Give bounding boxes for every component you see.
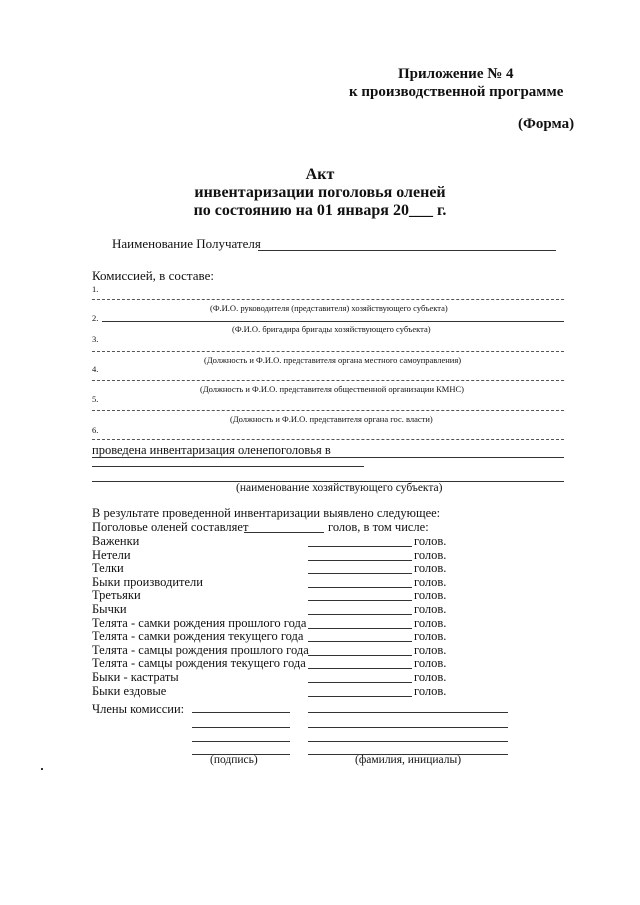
inventory-done-text: проведена инвентаризация оленепоголовья в xyxy=(92,443,331,457)
entity-caption: (наименование хозяйствующего субъекта) xyxy=(236,482,443,494)
livestock-category-label: Быки - кастраты xyxy=(92,670,179,684)
member-caption: (Должность и Ф.И.О. представителя органа гос. власти) xyxy=(230,414,433,424)
signature-field-2[interactable] xyxy=(192,727,290,728)
doc-title-line2: инвентаризации поголовья оленей xyxy=(194,184,446,201)
livestock-category-label: Телята - самки рождения прошлого года xyxy=(92,615,307,630)
member-caption: (Ф.И.О. руководителя (представителя) хозяйствующего субъекта) xyxy=(210,303,448,313)
member-number: 3. xyxy=(92,334,99,344)
livestock-count-field[interactable] xyxy=(308,641,412,642)
livestock-category-label: Телята - самки рождения текущего года xyxy=(92,629,304,644)
livestock-category-label: Телки xyxy=(92,561,124,576)
livestock-unit: голов. xyxy=(414,602,447,616)
livestock-unit: голов. xyxy=(414,615,447,630)
scan-speck xyxy=(41,768,43,770)
livestock-category-label: Бычки xyxy=(92,602,127,616)
livestock-count-field[interactable] xyxy=(308,682,412,683)
livestock-unit: голов. xyxy=(414,588,447,603)
livestock-unit: голов. xyxy=(414,656,447,671)
member-number: 1. xyxy=(92,284,99,294)
recipient-field[interactable] xyxy=(258,250,556,251)
livestock-count-field[interactable] xyxy=(308,600,412,601)
inventory-field-line2[interactable] xyxy=(92,466,364,467)
result-intro: В результате проведенной инвентаризации выявлено следующее: xyxy=(92,506,441,520)
total-prefix: Поголовье оленей составляет xyxy=(92,520,249,534)
livestock-category-label: Быки ездовые xyxy=(92,683,167,698)
signature-field-1[interactable] xyxy=(192,712,290,713)
doc-title: Акт xyxy=(305,166,335,183)
livestock-unit: голов. xyxy=(414,534,447,548)
livestock-count-field[interactable] xyxy=(308,546,412,547)
livestock-category-label: Нетели xyxy=(92,547,131,562)
member-field[interactable] xyxy=(92,351,564,352)
livestock-count-field[interactable] xyxy=(308,560,412,561)
livestock-category-label: Быки производители xyxy=(92,574,203,589)
name-field-1[interactable] xyxy=(308,712,508,713)
commission-members-label: Члены комиссии: xyxy=(92,702,185,716)
livestock-unit: голов. xyxy=(414,547,447,562)
name-field-3[interactable] xyxy=(308,741,508,742)
total-field[interactable] xyxy=(244,532,324,533)
livestock-category-label: Телята - самцы рождения прошлого года xyxy=(92,642,309,657)
name-caption: (фамилия, инициалы) xyxy=(355,754,462,766)
livestock-unit: голов. xyxy=(414,574,447,589)
livestock-count-field[interactable] xyxy=(308,696,412,697)
livestock-count-field[interactable] xyxy=(308,668,412,669)
total-suffix: голов, в том числе: xyxy=(328,520,429,534)
recipient-label: Наименование Получателя xyxy=(112,236,261,251)
member-number: 5. xyxy=(92,394,99,404)
commission-label: Комиссией, в составе: xyxy=(92,268,214,283)
member-number: 6. xyxy=(92,425,99,435)
inventory-field-line1[interactable] xyxy=(92,457,564,458)
member-field[interactable] xyxy=(92,410,564,411)
doc-title-line3: по состоянию на 01 января 20___ г. xyxy=(193,202,447,219)
livestock-category-label: Третьяки xyxy=(92,588,141,603)
member-number: 2. xyxy=(92,313,99,323)
livestock-count-field[interactable] xyxy=(308,628,412,629)
member-caption: (Должность и Ф.И.О. представителя органа местного самоуправления) xyxy=(204,355,462,365)
signature-caption: (подпись) xyxy=(210,754,258,766)
livestock-count-field[interactable] xyxy=(308,614,412,615)
member-caption: (Ф.И.О. бригадира бригады хозяйствующего субъекта) xyxy=(232,324,431,334)
member-field[interactable] xyxy=(92,299,564,300)
livestock-count-field[interactable] xyxy=(308,655,412,656)
name-field-2[interactable] xyxy=(308,727,508,728)
livestock-count-field[interactable] xyxy=(308,573,412,574)
livestock-unit: голов. xyxy=(414,561,447,576)
livestock-unit: голов. xyxy=(414,629,447,644)
livestock-unit: голов. xyxy=(414,683,447,698)
livestock-category-label: Важенки xyxy=(92,534,140,548)
appendix-subtitle: к производственной программе xyxy=(349,84,564,100)
member-field[interactable] xyxy=(92,380,564,381)
member-number: 4. xyxy=(92,364,99,374)
member-field[interactable] xyxy=(102,321,564,322)
appendix-number: Приложение № 4 xyxy=(398,66,514,82)
livestock-unit: голов. xyxy=(414,642,447,657)
member-field[interactable] xyxy=(92,439,564,440)
signature-field-3[interactable] xyxy=(192,741,290,742)
livestock-category-label: Телята - самцы рождения текущего года xyxy=(92,656,306,671)
livestock-count-field[interactable] xyxy=(308,587,412,588)
member-caption: (Должность и Ф.И.О. представителя общественной организации КМНС) xyxy=(200,384,464,394)
livestock-unit: голов. xyxy=(414,670,447,684)
form-label: (Форма) xyxy=(518,116,575,132)
